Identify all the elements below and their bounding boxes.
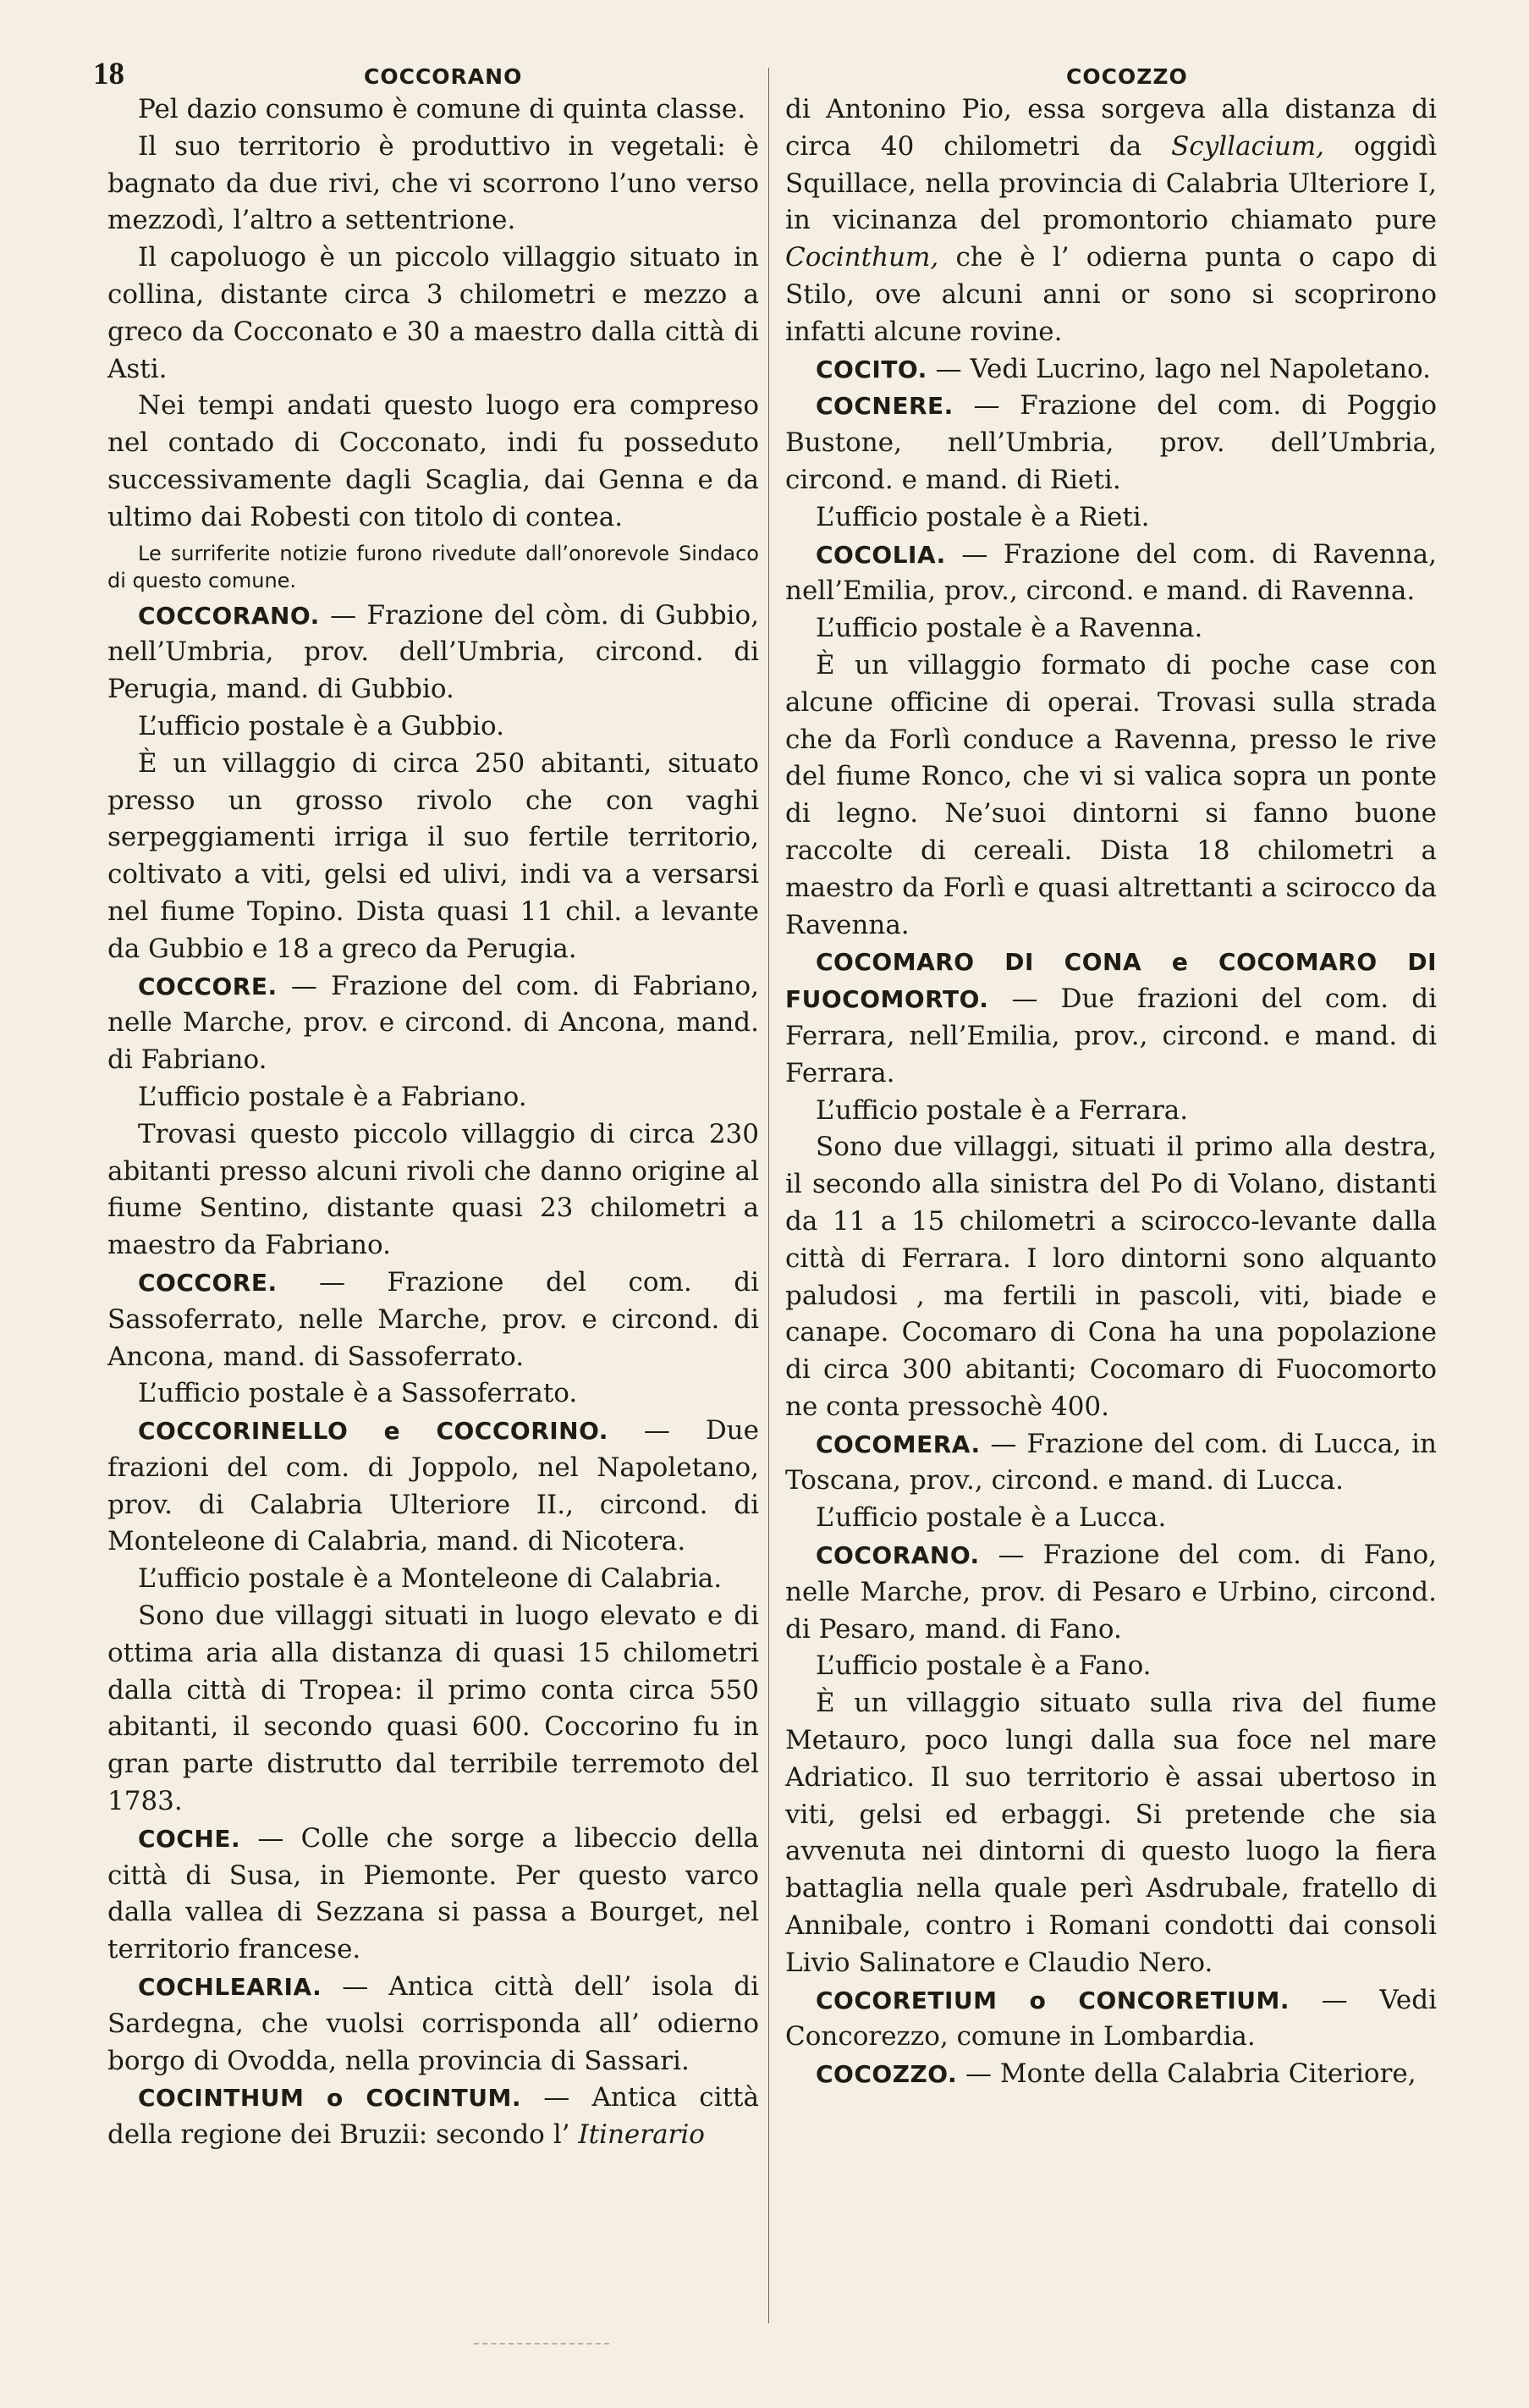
- print-mark: [474, 2343, 609, 2346]
- entry-cocolia: [785, 537, 1437, 611]
- entry-headword: COCCORE.: [138, 1268, 278, 1297]
- entry-cocinthum: [107, 2080, 759, 2154]
- paragraph: Il capoluogo è un piccolo villaggio situato in collina, distante circa 3 chilometri e mezzo a greco da Cocconato e 30 a maestro dalla città di Asti.: [107, 242, 759, 384]
- entry-cocnere: [785, 388, 1437, 499]
- entry-headword: COCOLIA.: [816, 540, 946, 569]
- entry-headword: COCNERE.: [816, 392, 954, 421]
- entry-headword: COCOMARO DI CONA e COCOMARO DI FUOCOMORTO.: [785, 948, 1437, 1014]
- entry-text: — Antica città dell’ isola di Sardegna, che vuolsi corrisponda all’ odierno borgo di Ovodda, nella provincia di Sassari.: [107, 1971, 759, 2076]
- entry-cocomaro: [785, 944, 1437, 1092]
- entry-cocorano: [785, 1537, 1437, 1648]
- entry-text: — Frazione del com. di Ravenna, nell’Emilia, prov., circond. e mand. di Ravenna.: [785, 538, 1437, 607]
- entry-coccore-2: [107, 1265, 759, 1375]
- entry-cocozzo: [785, 2056, 1437, 2093]
- entry-headword: COCITO.: [816, 355, 927, 383]
- paragraph: Il suo territorio è produttivo in vegetali: è bagnato da due rivi, che vi scorrono l’uno verso mezzodì, l’altro a settentrione.: [107, 130, 759, 236]
- paragraph: Trovasi questo piccolo villaggio di circa 230 abitanti presso alcuni rivoli che danno origine al fiume Sentino, distante quasi 23 chilometri a maestro da Fabriano.: [107, 1118, 759, 1261]
- entry-text: — Monte della Calabria Citeriore,: [957, 2058, 1416, 2090]
- paragraph: L’ufficio postale è a Lucca.: [816, 1502, 1167, 1534]
- entry-coccorano: [107, 598, 759, 708]
- paragraph: Nei tempi andati questo luogo era compreso nel contado di Cocconato, indi fu posseduto successivamente dagli Scaglia, dai Genna e da ultimo dai Robesti con titolo di contea.: [107, 390, 759, 532]
- paragraph: L’ufficio postale è a Sassoferrato.: [138, 1378, 578, 1409]
- italic-text: Scyllacium,: [1171, 130, 1325, 162]
- paragraph: È un villaggio formato di poche case con alcune officine di operai. Trovasi sulla strada che da Forlì conduce a Ravenna, presso le rive del fiume Ronco, che vi si valica sopra un ponte di legno. Ne’suoi dintorni si fanno buone raccolte di cereali. Dista 18 chilometri a maestro da Forlì e quasi altrettanti a scirocco da Ravenna.: [785, 649, 1437, 940]
- paragraph: L’ufficio postale è a Rieti.: [816, 501, 1150, 532]
- entry-headword: COCORANO.: [816, 1541, 980, 1570]
- entry-headword: COCINTHUM o COCINTUM.: [138, 2084, 521, 2113]
- paragraph: L’ufficio postale è a Ravenna.: [816, 613, 1203, 644]
- entry-text: di Antonino Pio, essa sorgeva alla distanza di circa 40 chilometri da: [785, 94, 1437, 162]
- entry-headword: COCHLEARIA.: [138, 1973, 322, 2002]
- paragraph: L’ufficio postale è a Fabriano.: [138, 1081, 527, 1112]
- entry-text: — Colle che sorge a libeccio della città di Susa, in Piemonte. Per questo varco dalla vallea di Sezzana si passa a Bourget, nel territorio francese.: [107, 1822, 759, 1965]
- paragraph: Sono due villaggi situati in luogo elevato e di ottima aria alla distanza di quasi 15 chilometri dalla città di Tropea: il primo conta circa 550 abitanti, il secondo quasi 600. Coccorino fu in gran parte distrutto dal terribile terremoto del 1783.: [107, 1601, 759, 1817]
- right-column: [785, 91, 1437, 2093]
- entry-text: — Frazione del com. di Sassoferrato, nelle Marche, prov. e circond. di Ancona, mand. di Sassoferrato.: [107, 1266, 759, 1372]
- entry-text: — Vedi Lucrino, lago nel Napoletano.: [927, 353, 1432, 384]
- entry-text: che è l’ odierna punta o capo di Stilo, ove alcuni anni or sono si scoprirono infatti alcune rovine.: [785, 242, 1437, 347]
- entry-coche: [107, 1821, 759, 1969]
- entry-cocito: [785, 351, 1437, 388]
- left-column: [107, 91, 759, 2154]
- entry-cochlearia: [107, 1969, 759, 2080]
- page-number: 18: [93, 57, 124, 91]
- entry-text: oggidì Squillace, nella provincia di Calabria Ulteriore I, in vicinanza del promontorio chiamato pure: [785, 130, 1437, 236]
- footnote: Le surriferite notizie furono rivedute dall’onorevole Sindaco di questo comune.: [107, 541, 759, 592]
- entry-coccorinello: [107, 1413, 759, 1561]
- entry-headword: COCOMERA.: [816, 1430, 981, 1458]
- entry-text: — Due frazioni del com. di Ferrara, nell’Emilia, prov., circond. e mand. di Ferrara.: [785, 984, 1437, 1088]
- entry-text: — Antica città della regione dei Bruzii: secondo l’: [107, 2082, 759, 2151]
- entry-text: — Frazione del com. di Fano, nelle Marche, prov. di Pesaro e Urbino, circond. di Pesaro, mand. di Fano.: [785, 1540, 1437, 1645]
- entry-headword: COCCORE.: [138, 972, 278, 1000]
- entry-cocomera: [785, 1426, 1437, 1501]
- entry-text: — Vedi Concorezzo, comune in Lombardia.: [785, 1984, 1437, 2053]
- entry-continuation: [785, 91, 1437, 351]
- italic-text: Itinerario: [578, 2119, 705, 2151]
- entry-cocoretium: [785, 1982, 1437, 2057]
- entry-text: — Due frazioni del com. di Joppolo, nel Napoletano, prov. di Calabria Ulteriore II., circond. di Monteleone di Calabria, mand. di Nicotera.: [107, 1415, 759, 1557]
- paragraph: L’ufficio postale è a Fano.: [816, 1650, 1152, 1682]
- paragraph: Pel dazio consumo è comune di quinta classe.: [138, 94, 746, 124]
- entry-headword: COCORETIUM o CONCORETIUM.: [816, 1986, 1290, 2014]
- entry-text: — Frazione del com. di Poggio Bustone, nell’Umbria, prov. dell’Umbria, circond. e mand. di Rieti.: [785, 390, 1437, 495]
- entry-headword: COCCORINELLO e COCCORINO.: [138, 1417, 608, 1446]
- entry-coccore: [107, 968, 759, 1079]
- paragraph: L’ufficio postale è a Gubbio.: [138, 710, 505, 741]
- paragraph: È un villaggio di circa 250 abitanti, situato presso un grosso rivolo che con vaghi serpeggiamenti irriga il suo fertile territorio, coltivato a viti, gelsi ed ulivi, indi va a versarsi nel fiume Topino. Dista quasi 11 chil. a levante da Gubbio e 18 a greco da Perugia.: [107, 747, 759, 964]
- paragraph: È un villaggio situato sulla riva del fiume Metauro, poco lungi dalla sua foce nel mare Adriatico. Il suo territorio è assai ubertoso in viti, gelsi ed erbaggi. Si pretende che sia avvenuta nei dintorni di questo luogo la fiera battaglia nella quale perì Asdrubale, fratello di Annibale, contro i Romani condotti dai consoli Livio Salinatore e Claudio Nero.: [785, 1688, 1437, 1978]
- entry-text: — Frazione del còm. di Gubbio, nell’Umbria, prov. dell’Umbria, circond. di Perugia, mand. di Gubbio.: [107, 599, 759, 705]
- entry-headword: COCOZZO.: [816, 2060, 958, 2089]
- entry-headword: COCCORANO.: [138, 601, 320, 630]
- entry-headword: COCHE.: [138, 1824, 241, 1853]
- paragraph: Sono due villaggi, situati il primo alla destra, il secondo alla sinistra del Po di Volano, distanti da 11 a 15 chilometri a scirocco-levante dalla città di Ferrara. I loro dintorni sono alquanto paludosi , ma fertili in pascoli, viti, biade e canape. Cocomaro di Cona ha una popolazione di circa 300 abitanti; Cocomaro di Fuocomorto ne conta pressochè 400.: [785, 1132, 1437, 1422]
- left-running-head: COCCORANO: [364, 64, 523, 89]
- paragraph: L’ufficio postale è a Ferrara.: [816, 1094, 1189, 1126]
- column-divider: [768, 68, 769, 2323]
- entry-text: — Frazione del com. di Fabriano, nelle Marche, prov. e circond. di Ancona, mand. di Fabriano.: [107, 970, 759, 1076]
- italic-text: Cocinthum,: [785, 242, 939, 273]
- entry-text: — Frazione del com. di Lucca, in Toscana, prov., circond. e mand. di Lucca.: [785, 1428, 1437, 1496]
- right-running-head: COCOZZO: [1066, 64, 1188, 89]
- paragraph: L’ufficio postale è a Monteleone di Calabria.: [138, 1563, 723, 1595]
